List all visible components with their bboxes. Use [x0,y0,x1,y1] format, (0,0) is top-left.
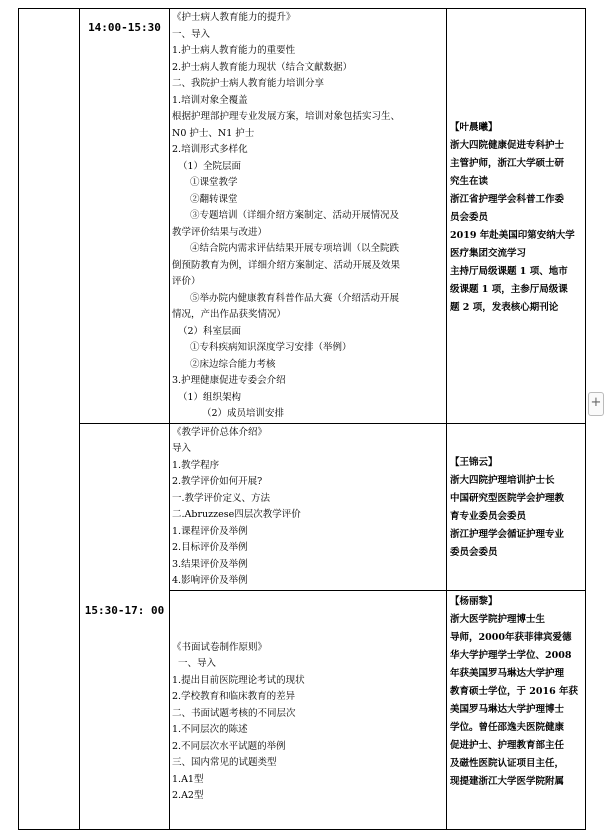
time-cell-1 [80,9,170,424]
speaker-bio-line: 导师，2000年获菲律宾爱德 [450,631,572,643]
speaker-bio-line: 年获美国罗马琳达大学护理 [450,667,565,679]
speaker-info [447,454,585,562]
content-line: 情况，产出作品获奖情况） [172,309,287,320]
content-line: 《护士病人教育能力的提升》 [172,12,296,23]
content-line: 一、导入 [178,658,217,669]
content-line: 二、我院护士病人教育能力培训分享 [172,78,325,89]
content-line: 2.培训形式多样化 [172,144,248,155]
content-line: ①专科疾病知识深度学习安排（举例） [190,342,352,353]
speaker-bio-line: 浙大四院护理培训护士长 [450,474,555,486]
content-line: （2）成员培训安排 [202,408,285,419]
content-line: 1.不同层次的陈述 [172,724,248,735]
content-line: ⑤举办院内健康教育科普作品大赛（介绍活动开展 [190,292,400,304]
speaker-bio [450,137,582,317]
content-line: 1.A1型 [172,773,204,785]
content-line: ②翻转课堂 [190,193,238,205]
section-title: 《教学评价总体介绍》 [172,426,268,438]
speaker-bio-line: 医疗集团交流学习 [450,248,527,259]
content-line: ①课堂教学 [190,177,238,188]
content-line: （1）全院层面 [178,160,242,172]
speaker-bio-line: 现提建浙江大学医学院附属 [450,775,565,787]
content-line: 1.护士病人教育能力的重要性 [172,45,296,56]
speaker-bio-line: 员会委员 [450,212,489,223]
speaker-bio-line: 2019 年赴美国印第安纳大学 [450,230,575,241]
content-line: 1.课程评价及举例 [172,525,248,537]
speaker-bio-line: 究生在读 [450,176,489,187]
speaker-bio-line: 华大学护理学士学位、2008 [450,649,572,661]
speaker-name: 【叶晨曦】 [450,122,498,133]
content-line: 教学评价结果与改进） [172,226,268,238]
time-cell-2 [80,423,170,829]
speaker-bio [450,611,582,791]
speaker-cell-2b [447,590,586,829]
schedule-table [18,8,586,830]
content-line: 3.结果评价及举例 [172,558,248,570]
content-line: 评价） [172,276,201,287]
session-row-1 [19,9,586,424]
speaker-bio-line: 促进护士、护理教育部主任 [450,739,565,751]
speaker-bio-line: 学位。曾任邵逸夫医院健康 [450,721,565,733]
speaker-bio [450,472,582,562]
content-line: 2.护士病人教育能力现状（结合文献数据） [172,61,353,73]
content-cell-2a [170,423,447,590]
speaker-bio-line: 委员会委员 [450,546,498,558]
content-lines [170,424,446,590]
speaker-bio-line: 级课题 1 项，主参厅局级课 [450,284,568,295]
time-label: 15:30-17: 00 [84,603,165,617]
speaker-bio-line: 主持厅局级课题 1 项、地市 [450,266,568,277]
speaker-bio-line: 育专业委员会委员 [450,510,527,522]
speaker-name: 【王锦云】 [450,456,498,468]
time-label: 14:00-15:30 [88,21,161,34]
content-line: 2.教学评价如何开展? [172,476,263,487]
speaker-bio-line: 浙大医学院护理博士生 [450,613,546,625]
content-lines [170,639,446,805]
speaker-bio-line: 浙江护理学会循证护理专业 [450,528,565,540]
content-line: 一、导入 [172,28,211,40]
speaker-bio-line: 浙大四院健康促进专科护士 [450,140,565,151]
content-line: （2）科室层面 [178,325,242,337]
content-line: ③专题培训（详细介绍方案制定、活动开展情况及 [190,210,400,221]
speaker-info [447,593,585,791]
speaker-name: 【杨丽黎】 [450,595,498,607]
speaker-bio-line: 题 2 项，发表核心期刊论 [450,302,559,313]
section-title: 《书面试卷制作原则》 [172,641,268,653]
content-cell-1 [170,9,447,424]
content-line: 1.培训对象全覆盖 [172,94,248,106]
speaker-bio-line: 主管护师，浙江大学硕士研 [450,158,565,169]
speaker-cell-1 [447,9,586,424]
content-line: 1.提出目前医院理论考试的现状 [172,674,305,686]
speaker-bio-line: 美国罗马琳达大学护理博士 [450,703,565,715]
content-line: 2.A2型 [172,790,204,801]
content-line: 一.教学评价定义、方法 [172,492,271,504]
content-line: 2.学校教育和临床教育的差异 [172,691,296,702]
content-cell-2b [170,590,447,829]
content-line: 根据护理部护理专业发展方案，培训对象包括实习生、 [172,111,401,122]
content-line: 1.教学程序 [172,459,220,471]
content-line: 二.Abruzzese四层次教学评价 [172,509,301,520]
speaker-info [447,119,585,317]
blank-column-cell [19,9,80,830]
content-line: 2.目标评价及举例 [172,542,248,553]
speaker-bio-line: 教育硕士学位，于 2016 年获 [450,685,579,697]
content-line: 3.护理健康促进专委会介绍 [172,375,286,386]
speaker-bio-line: 浙江省护理学会科普工作委 [450,194,565,205]
session-row-2a [19,423,586,590]
content-line: 倒预防教育为例，详细介绍方案制定、活动开展及效果 [172,259,401,271]
content-line: 4.影响评价及举例 [172,575,248,586]
add-row-button[interactable]: + [588,392,604,416]
speaker-bio-line: 中国研究型医院学会护理教 [450,492,565,504]
content-line: （1）组织架构 [178,391,242,403]
speaker-bio-line: 及磁性医院认证项目主任， [450,757,565,769]
content-line: 二、书面试题考核的不同层次 [172,707,296,719]
speaker-cell-2a [447,423,586,590]
content-line: ②床边综合能力考核 [190,358,276,370]
content-lines [170,9,446,423]
content-line: 2.不同层次水平试题的举例 [172,740,286,752]
content-line: ④结合院内需求评估结果开展专项培训（以全院跌 [190,243,400,254]
content-line: N0 护士、N1 护士 [172,127,255,139]
content-line: 导入 [172,443,192,454]
content-line: 三、国内常见的试题类型 [172,757,277,768]
